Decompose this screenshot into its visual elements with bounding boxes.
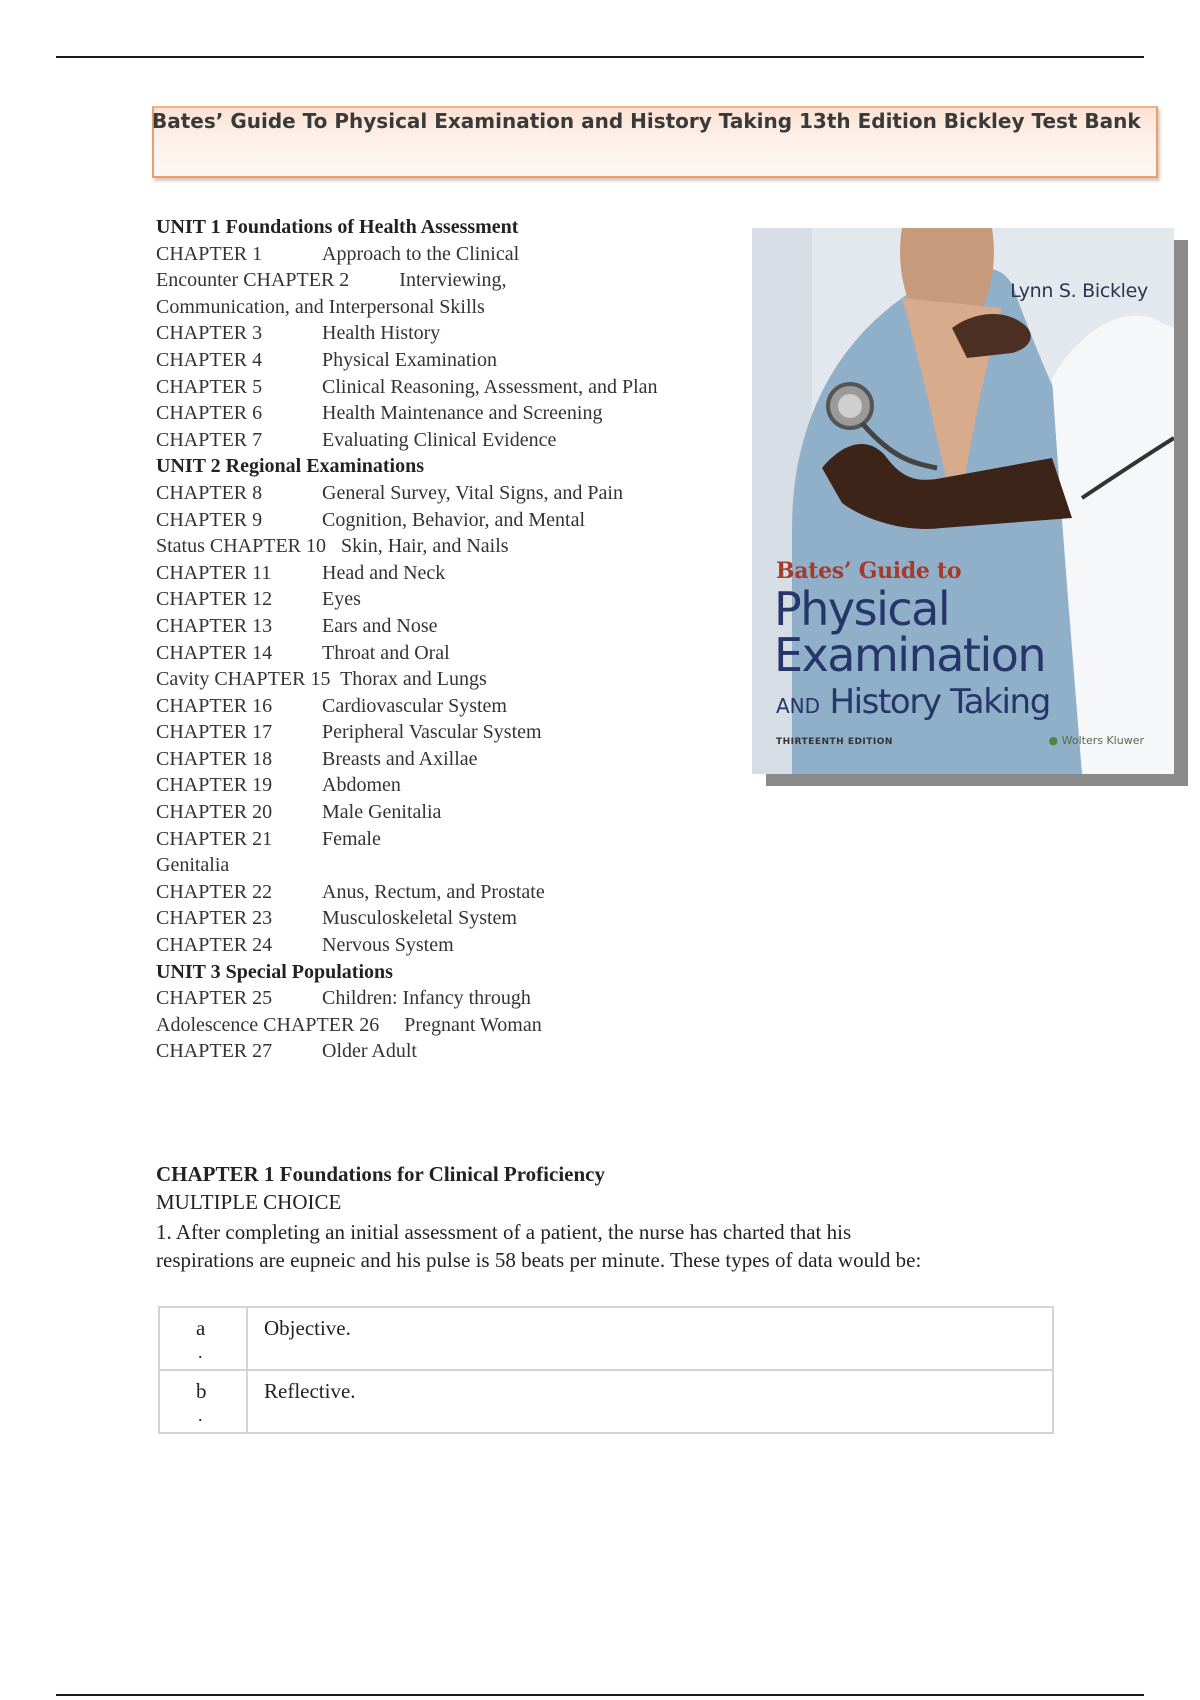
toc-chapter-title: Cognition, Behavior, and Mental: [322, 508, 586, 531]
toc-chapter-line: [156, 507, 716, 534]
toc-chapter-label: CHAPTER 7: [156, 428, 263, 451]
answer-option-cell: [247, 1370, 1053, 1433]
toc-chapter-title: Peripheral Vascular System: [322, 721, 542, 744]
toc-chapter-line: [156, 772, 716, 799]
toc-chapter-label: CHAPTER 12: [156, 588, 273, 611]
toc-chapter-title: Eyes: [322, 588, 361, 611]
bottom-rule: [56, 1694, 1144, 1696]
toc-chapter-label: CHAPTER 17: [156, 721, 273, 744]
question-line-2: respirations are eupneic and his pulse is 58 beats per minute. These types of data would be:: [156, 1248, 922, 1272]
toc-chapter-label: CHAPTER 16: [156, 694, 273, 717]
toc-chapter-title: Nervous System: [322, 934, 454, 957]
toc-chapter-line: [156, 613, 716, 640]
answer-row-a: [159, 1307, 1053, 1370]
answer-option-text: Objective.: [264, 1316, 351, 1340]
toc-chapter-line: [156, 985, 716, 1012]
cover-publisher: [1049, 734, 1145, 747]
toc-chapter-title: Male Genitalia: [322, 801, 442, 824]
toc-chapter-title: Anus, Rectum, and Prostate: [322, 880, 545, 903]
answer-letter-cell: [159, 1307, 247, 1370]
toc-chapter-label: CHAPTER 18: [156, 747, 273, 770]
toc-chapter-line: [156, 374, 716, 401]
toc-wrapped-line: Adolescence CHAPTER 26 Pregnant Woman: [156, 1013, 542, 1036]
toc-wrapped-line: Cavity CHAPTER 15 Thorax and Lungs: [156, 668, 487, 691]
cover-bates-guide: Bates’ Guide to: [776, 558, 962, 584]
title-banner: [152, 106, 1158, 178]
toc-chapter-line: [156, 932, 716, 959]
answer-letter-cell: [159, 1370, 247, 1433]
toc-chapter-title: Ears and Nose: [322, 614, 438, 637]
toc-chapter-label: CHAPTER 13: [156, 614, 273, 637]
toc-chapter-line: [156, 905, 716, 932]
question-text: [156, 1218, 1056, 1274]
toc-chapter-title: Throat and Oral: [322, 641, 450, 664]
toc-chapter-label: CHAPTER 24: [156, 934, 273, 957]
toc-chapter-title: Head and Neck: [322, 561, 446, 584]
toc-chapter-label: CHAPTER 21: [156, 827, 273, 850]
cover-main-title: [774, 582, 1046, 682]
toc-chapter-title: Abdomen: [322, 774, 401, 797]
toc-chapter-line: [156, 347, 716, 374]
top-rule: [56, 56, 1144, 58]
cover-subtitle: [776, 682, 1050, 722]
toc-chapter-line: [156, 746, 716, 773]
answer-letter-dot: .: [198, 1405, 203, 1425]
toc-chapter-label: CHAPTER 19: [156, 774, 273, 797]
toc-chapter-title: Breasts and Axillae: [322, 747, 478, 770]
answer-letter-dot: .: [198, 1342, 203, 1362]
toc-wrapped-line: Status CHAPTER 10 Skin, Hair, and Nails: [156, 535, 509, 558]
toc-chapter-line: [156, 560, 716, 587]
toc-chapter-label: CHAPTER 11: [156, 561, 272, 584]
toc-chapter-line: [156, 826, 716, 853]
toc-chapter-line: [156, 640, 716, 667]
cover-author: Lynn S. Bickley: [1010, 280, 1148, 302]
toc-chapter-title: Health Maintenance and Screening: [322, 402, 603, 425]
toc-wrapped-line: Communication, and Interpersonal Skills: [156, 295, 485, 318]
toc-chapter-label: CHAPTER 9: [156, 508, 263, 531]
toc-chapter-line: [156, 879, 716, 906]
toc-chapter-title: Female: [322, 827, 381, 850]
answer-letter: b: [196, 1379, 207, 1403]
cover-publisher-name: Wolters Kluwer: [1061, 734, 1144, 747]
toc-chapter-label: CHAPTER 20: [156, 801, 273, 824]
cover-title-line1: Physical: [774, 582, 950, 636]
answer-table: [158, 1306, 1054, 1434]
toc-chapter-label: CHAPTER 25: [156, 987, 273, 1010]
toc-chapter-title: General Survey, Vital Signs, and Pain: [322, 481, 623, 504]
toc-chapter-line: [156, 799, 716, 826]
toc-chapter-label: CHAPTER 8: [156, 481, 263, 504]
toc-chapter-line: [156, 427, 716, 454]
chapter-section: [156, 1160, 1056, 1274]
toc-chapter-label: CHAPTER 27: [156, 1040, 273, 1063]
toc-unit-heading: UNIT 2 Regional Examinations: [156, 455, 425, 478]
toc-wrapped-line: Genitalia: [156, 854, 230, 877]
cover-subtitle-and: AND: [776, 694, 821, 718]
toc-chapter-label: CHAPTER 5: [156, 375, 263, 398]
toc-chapter-line: [156, 400, 716, 427]
chapter-heading: CHAPTER 1 Foundations for Clinical Proficiency: [156, 1162, 605, 1186]
toc-chapter-label: CHAPTER 4: [156, 348, 263, 371]
toc-chapter-line: [156, 320, 716, 347]
cover-edition: THIRTEENTH EDITION: [776, 737, 893, 747]
cover-title-line2: Examination: [774, 628, 1046, 682]
toc-chapter-title: Approach to the Clinical: [322, 242, 520, 265]
toc-chapter-line: [156, 241, 716, 268]
toc-chapter-title: Children: Infancy through: [322, 987, 531, 1010]
toc-chapter-label: CHAPTER 22: [156, 880, 273, 903]
answer-letter: a: [196, 1316, 206, 1340]
document-title: Bates’ Guide To Physical Examination and History Taking 13th Edition Bickley Test Bank: [152, 109, 1141, 133]
book-cover-image: [752, 228, 1174, 774]
cover-subtitle-rest: History Taking: [829, 682, 1050, 722]
table-of-contents: [156, 214, 716, 1065]
question-line-1: 1. After completing an initial assessment of a patient, the nurse has charted that his: [156, 1220, 852, 1244]
toc-chapter-label: CHAPTER 1: [156, 242, 263, 265]
toc-chapter-title: Physical Examination: [322, 348, 497, 371]
toc-chapter-label: CHAPTER 6: [156, 402, 263, 425]
toc-chapter-title: Cardiovascular System: [322, 694, 507, 717]
toc-chapter-line: [156, 1038, 716, 1065]
toc-wrapped-line: Encounter CHAPTER 2 Interviewing,: [156, 269, 507, 292]
toc-chapter-title: Musculoskeletal System: [322, 907, 517, 930]
publisher-logo-icon: ●: [1048, 734, 1059, 747]
toc-chapter-line: [156, 693, 716, 720]
toc-chapter-label: CHAPTER 14: [156, 641, 273, 664]
toc-unit-heading: UNIT 3 Special Populations: [156, 960, 393, 983]
toc-unit-heading: UNIT 1 Foundations of Health Assessment: [156, 216, 519, 238]
answer-option-cell: [247, 1307, 1053, 1370]
toc-chapter-title: Older Adult: [322, 1040, 417, 1063]
section-label: MULTIPLE CHOICE: [156, 1190, 342, 1214]
toc-chapter-line: [156, 586, 716, 613]
toc-chapter-label: CHAPTER 23: [156, 907, 273, 930]
toc-chapter-line: [156, 719, 716, 746]
toc-chapter-title: Clinical Reasoning, Assessment, and Plan: [322, 375, 658, 398]
answer-row-b: [159, 1370, 1053, 1433]
toc-chapter-line: [156, 480, 716, 507]
toc-chapter-title: Health History: [322, 322, 441, 345]
toc-chapter-label: CHAPTER 3: [156, 322, 263, 345]
answer-option-text: Reflective.: [264, 1379, 356, 1403]
toc-chapter-title: Evaluating Clinical Evidence: [322, 428, 557, 451]
